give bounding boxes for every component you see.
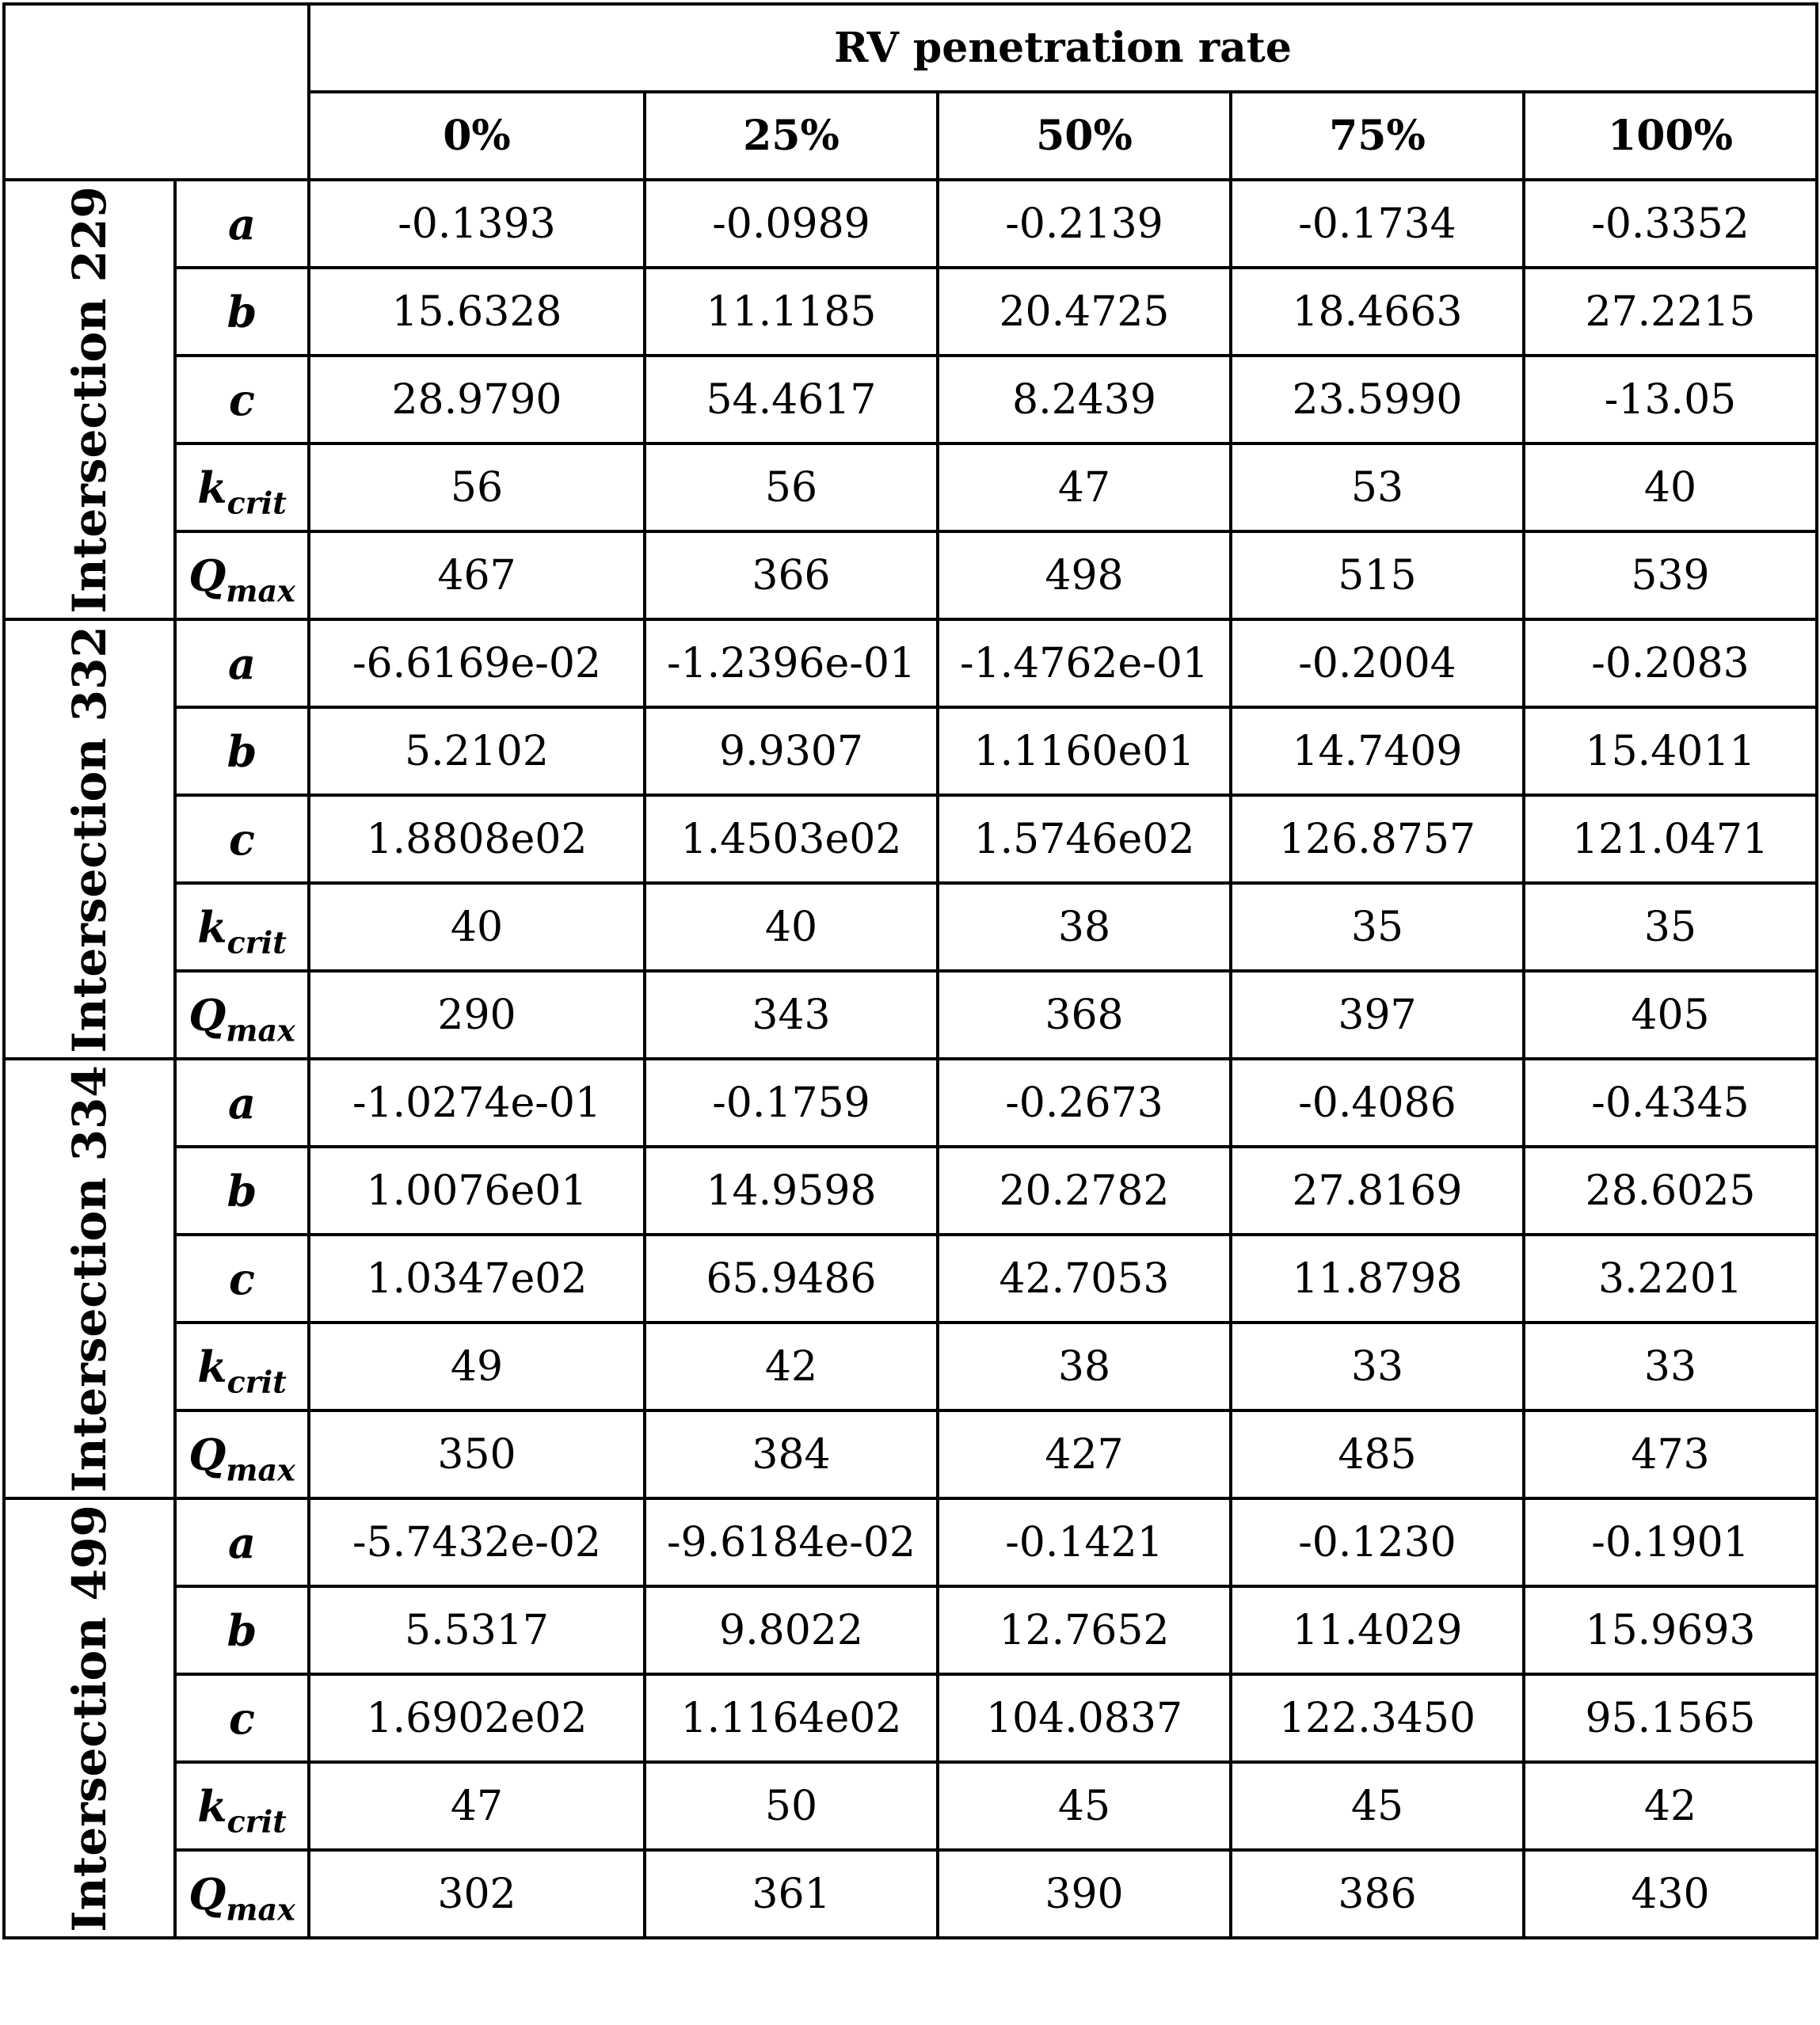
value-cell: -1.0274e-01 [309,1059,645,1147]
group-label-cell [4,1498,175,1938]
param-label-cell [175,795,309,883]
header-rate-cell: 75% [1231,92,1524,180]
param-label-cell [175,1235,309,1323]
value-cell: 45 [938,1762,1231,1850]
value-cell: 405 [1524,971,1817,1059]
value-cell: -0.1734 [1231,180,1524,268]
value-cell: 11.4029 [1231,1586,1524,1674]
table-row [4,356,1817,443]
table-body [4,180,1817,1938]
param-label-cell [175,1850,309,1938]
param-label-cell [175,180,309,268]
value-cell: 384 [645,1410,938,1498]
param-symbol: a [228,638,256,689]
param-subscript: max [226,1890,295,1927]
value-cell: 1.6902e02 [309,1674,645,1762]
value-cell: 350 [309,1410,645,1498]
header-rate-cell: 25% [645,92,938,180]
param-symbol: Q [188,550,227,601]
param-symbol: k [197,901,227,953]
param-label-cell [175,1059,309,1147]
value-cell: 14.9598 [645,1147,938,1235]
value-cell: 467 [309,531,645,619]
param-label-cell [175,707,309,795]
table-row [4,1410,1817,1498]
value-cell: -0.4345 [1524,1059,1817,1147]
param-symbol: b [227,1604,257,1656]
value-cell: 8.2439 [938,356,1231,443]
param-label-cell [175,971,309,1059]
value-cell: 42.7053 [938,1235,1231,1323]
group-label-cell [4,180,175,619]
param-symbol: c [229,1692,255,1744]
value-cell: 33 [1524,1323,1817,1410]
param-label-cell [175,1147,309,1235]
value-cell: 14.7409 [1231,707,1524,795]
value-cell: 122.3450 [1231,1674,1524,1762]
value-cell: 50 [645,1762,938,1850]
value-cell: 1.5746e02 [938,795,1231,883]
group-label: Intersection 334 [63,1064,116,1493]
group-label-cell [4,1059,175,1498]
table-row [4,531,1817,619]
value-cell: -0.2673 [938,1059,1231,1147]
table-row [4,795,1817,883]
group-label: Intersection 499 [63,1504,116,1932]
value-cell: 5.5317 [309,1586,645,1674]
value-cell: 9.8022 [645,1586,938,1674]
param-symbol: Q [188,1868,227,1920]
value-cell: 427 [938,1410,1231,1498]
value-cell: 1.1160e01 [938,707,1231,795]
value-cell: 53 [1231,443,1524,531]
header-rate-cell: 50% [938,92,1231,180]
value-cell: 5.2102 [309,707,645,795]
table-row [4,1498,1817,1586]
table-row [4,443,1817,531]
param-subscript: crit [227,1802,287,1839]
value-cell: 35 [1231,883,1524,971]
value-cell: 23.5990 [1231,356,1524,443]
param-label-cell [175,1674,309,1762]
param-subscript: max [226,572,295,608]
value-cell: 35 [1524,883,1817,971]
value-cell: 95.1565 [1524,1674,1817,1762]
value-cell: 515 [1231,531,1524,619]
value-cell: 42 [1524,1762,1817,1850]
value-cell: 366 [645,531,938,619]
table-row [4,883,1817,971]
param-symbol: b [227,1165,257,1216]
param-subscript: max [226,1011,295,1048]
value-cell: 27.8169 [1231,1147,1524,1235]
value-cell: -0.0989 [645,180,938,268]
param-symbol: Q [188,989,227,1041]
value-cell: 11.1185 [645,268,938,356]
value-cell: 56 [645,443,938,531]
value-cell: 38 [938,1323,1231,1410]
value-cell: 485 [1231,1410,1524,1498]
value-cell: -0.1230 [1231,1498,1524,1586]
value-cell: 42 [645,1323,938,1410]
value-cell: 47 [938,443,1231,531]
value-cell: 1.8808e02 [309,795,645,883]
value-cell: 9.9307 [645,707,938,795]
table-row [4,180,1817,268]
value-cell: -1.4762e-01 [938,619,1231,707]
param-subscript: max [226,1451,295,1487]
value-cell: 27.2215 [1524,268,1817,356]
value-cell: 28.9790 [309,356,645,443]
header-rate-cell: 0% [309,92,645,180]
value-cell: 1.1164e02 [645,1674,938,1762]
value-cell: 15.4011 [1524,707,1817,795]
value-cell: 290 [309,971,645,1059]
value-cell: 368 [938,971,1231,1059]
param-label-cell [175,443,309,531]
value-cell: -13.05 [1524,356,1817,443]
table-row [4,1147,1817,1235]
value-cell: 40 [645,883,938,971]
value-cell: 3.2201 [1524,1235,1817,1323]
value-cell: -0.2083 [1524,619,1817,707]
value-cell: 28.6025 [1524,1147,1817,1235]
parameter-table [2,2,1818,1939]
value-cell: 47 [309,1762,645,1850]
param-label-cell [175,356,309,443]
value-cell: 390 [938,1850,1231,1938]
value-cell: 1.0076e01 [309,1147,645,1235]
value-cell: 302 [309,1850,645,1938]
value-cell: 343 [645,971,938,1059]
param-symbol: c [229,1253,255,1304]
param-label-cell [175,268,309,356]
value-cell: 40 [309,883,645,971]
value-cell: 386 [1231,1850,1524,1938]
param-symbol: k [197,462,227,513]
param-label-cell [175,619,309,707]
param-symbol: a [228,1077,256,1129]
group-label-cell [4,619,175,1059]
table-row [4,971,1817,1059]
value-cell: -0.2139 [938,180,1231,268]
value-cell: 33 [1231,1323,1524,1410]
value-cell: -0.1393 [309,180,645,268]
value-cell: 20.2782 [938,1147,1231,1235]
value-cell: -9.6184e-02 [645,1498,938,1586]
value-cell: 397 [1231,971,1524,1059]
param-label-cell [175,1323,309,1410]
value-cell: 498 [938,531,1231,619]
value-cell: 121.0471 [1524,795,1817,883]
param-symbol: Q [188,1429,227,1480]
value-cell: -1.2396e-01 [645,619,938,707]
value-cell: 65.9486 [645,1235,938,1323]
table-row [4,1235,1817,1323]
value-cell: 15.6328 [309,268,645,356]
value-cell: -0.4086 [1231,1059,1524,1147]
value-cell: 45 [1231,1762,1524,1850]
table-row [4,1059,1817,1147]
table-row [4,1323,1817,1410]
table-row [4,1586,1817,1674]
value-cell: -0.1759 [645,1059,938,1147]
param-symbol: c [229,813,255,865]
param-subscript: crit [227,923,287,960]
value-cell: 18.4663 [1231,268,1524,356]
corner-cell [4,4,309,180]
param-symbol: b [227,725,257,777]
param-symbol: k [197,1341,227,1392]
value-cell: 361 [645,1850,938,1938]
group-label: Intersection 332 [63,625,116,1053]
param-label-cell [175,1498,309,1586]
value-cell: 38 [938,883,1231,971]
param-label-cell [175,531,309,619]
table-row [4,707,1817,795]
value-cell: 104.0837 [938,1674,1231,1762]
value-cell: 126.8757 [1231,795,1524,883]
param-symbol: k [197,1780,227,1832]
value-cell: 20.4725 [938,268,1231,356]
header-title: RV penetration rate [309,4,1817,92]
value-cell: 40 [1524,443,1817,531]
param-symbol: c [229,374,255,425]
param-symbol: b [227,286,257,337]
value-cell: 1.4503e02 [645,795,938,883]
param-label-cell [175,1762,309,1850]
value-cell: 54.4617 [645,356,938,443]
value-cell: 15.9693 [1524,1586,1817,1674]
header-row-title [4,4,1817,92]
value-cell: 11.8798 [1231,1235,1524,1323]
param-symbol: a [228,198,256,249]
table-row [4,268,1817,356]
table-row [4,619,1817,707]
value-cell: -0.1901 [1524,1498,1817,1586]
param-symbol: a [228,1517,256,1568]
value-cell: 12.7652 [938,1586,1231,1674]
value-cell: -5.7432e-02 [309,1498,645,1586]
value-cell: 1.0347e02 [309,1235,645,1323]
value-cell: -0.2004 [1231,619,1524,707]
header-rate-cell: 100% [1524,92,1817,180]
value-cell: 539 [1524,531,1817,619]
param-label-cell [175,883,309,971]
value-cell: 473 [1524,1410,1817,1498]
value-cell: 49 [309,1323,645,1410]
table-row [4,1674,1817,1762]
group-label: Intersection 229 [63,185,116,614]
param-subscript: crit [227,484,287,520]
table-row [4,1762,1817,1850]
value-cell: -6.6169e-02 [309,619,645,707]
value-cell: 430 [1524,1850,1817,1938]
param-subscript: crit [227,1363,287,1399]
value-cell: -0.1421 [938,1498,1231,1586]
param-label-cell [175,1586,309,1674]
value-cell: 56 [309,443,645,531]
table-row [4,1850,1817,1938]
value-cell: -0.3352 [1524,180,1817,268]
param-label-cell [175,1410,309,1498]
